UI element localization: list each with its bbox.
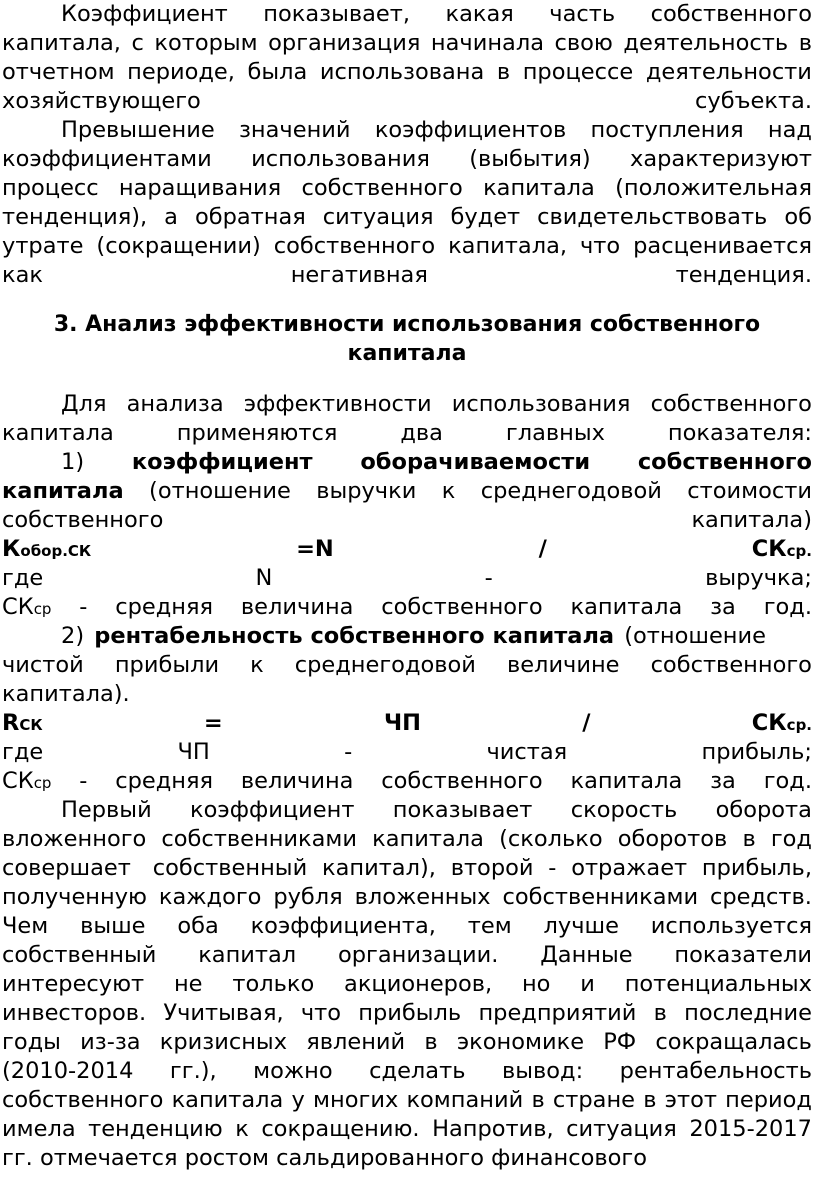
word: акционеров,: [344, 971, 493, 997]
formula-subscript: СК: [19, 716, 43, 734]
word: прибыль,: [701, 855, 812, 881]
word: оборота: [715, 797, 812, 823]
word: многих: [313, 1087, 399, 1113]
word: характеризуют: [630, 146, 812, 172]
formula-subscript: ср.: [786, 716, 812, 734]
word: рубля: [273, 884, 343, 910]
word: собственный: [145, 855, 308, 881]
formula-term: [2, 767, 51, 796]
word: оборотов: [617, 826, 728, 852]
list-item-2: [2, 622, 812, 709]
word: -: [548, 855, 557, 881]
word: у: [291, 1087, 305, 1113]
word: вывод:: [501, 1058, 584, 1084]
formula-symbol: К: [2, 536, 21, 562]
word: величине: [506, 652, 620, 678]
text-line: [2, 261, 812, 290]
text-line: [2, 174, 812, 203]
text-line: [2, 767, 812, 796]
formula-subscript: ср: [33, 600, 52, 618]
word: капитала): [691, 507, 812, 533]
word: использования: [451, 391, 631, 417]
word: собственного: [381, 594, 543, 620]
word: обратная: [194, 204, 306, 230]
word: среднегодовой: [294, 652, 476, 678]
text-line: [2, 0, 812, 29]
word: в: [496, 59, 511, 85]
word: главных: [505, 420, 605, 446]
word: показывает: [392, 797, 533, 823]
word: об: [784, 204, 812, 230]
word: собственного: [650, 391, 812, 417]
word: имела: [2, 1116, 76, 1142]
word: с: [131, 30, 144, 56]
word: год.: [763, 768, 812, 794]
word: прибыль;: [701, 739, 812, 765]
word: какая: [445, 1, 514, 27]
word: к: [250, 652, 264, 678]
word: собственного: [650, 1, 812, 27]
word: использована: [319, 59, 485, 85]
word: капитала: [570, 594, 683, 620]
section-heading: [2, 310, 812, 368]
word: показывает,: [263, 1, 411, 27]
word: капитала: [171, 1087, 284, 1113]
word: тенденцию: [88, 1116, 223, 1142]
text-line: [2, 145, 812, 174]
word: -: [344, 739, 353, 765]
word: к: [441, 478, 456, 504]
word: утрате: [2, 233, 84, 259]
spacer: [2, 368, 812, 390]
word: N: [255, 565, 273, 591]
word: (положительная: [615, 175, 812, 201]
word: Напротив,: [432, 1116, 554, 1142]
text-line: [2, 506, 812, 535]
word: Коэффициент: [61, 1, 228, 27]
text-line: [2, 58, 812, 87]
word: организации.: [337, 942, 499, 968]
text-line: [2, 390, 812, 419]
word: собственного: [2, 507, 164, 533]
word: деятельность: [623, 30, 789, 56]
word: хозяйствующего: [2, 88, 201, 114]
formula-equals: =: [203, 710, 223, 736]
word: где: [2, 739, 44, 765]
word: совершает: [2, 855, 131, 881]
word: сокращалась: [655, 1029, 812, 1055]
word: коэффициентов: [374, 117, 567, 143]
last-line-text: гг. отмечается ростом сальдированного финансового: [2, 1145, 647, 1171]
word: лучше: [543, 913, 619, 939]
word: Превышение: [61, 117, 215, 143]
word: где: [2, 565, 44, 591]
word: предприятий: [478, 1000, 637, 1026]
word: полученную: [2, 884, 147, 910]
word: компаний: [406, 1087, 524, 1113]
word: Для: [61, 391, 107, 417]
word: будет: [450, 204, 521, 230]
list-item-1: [2, 448, 812, 535]
word: свидетельствовать: [537, 204, 768, 230]
word: стране: [552, 1087, 635, 1113]
word: субъекта.: [695, 88, 812, 114]
formula-rhs: [752, 709, 812, 738]
word: гг.),: [169, 1058, 217, 1084]
formula-equals: =N: [296, 536, 334, 562]
text-line: [2, 941, 812, 970]
word: ситуация: [566, 1116, 677, 1142]
word: из-за: [80, 1029, 141, 1055]
formula-lhs: [2, 709, 43, 738]
word: но: [521, 971, 551, 997]
formula-turnover: [2, 535, 812, 564]
word: ЧП: [177, 739, 210, 765]
word: -: [79, 768, 88, 794]
word: годы: [2, 1029, 61, 1055]
word: была: [247, 59, 308, 85]
word: (2010-2014: [2, 1058, 134, 1084]
item-number: 2): [61, 623, 85, 649]
word: год: [770, 826, 812, 852]
word: капитала).: [2, 681, 130, 707]
word: средняя: [115, 768, 214, 794]
spacer: [2, 290, 812, 310]
word: -: [484, 565, 493, 591]
word: период: [725, 1087, 812, 1113]
text-line: [2, 912, 812, 941]
word: коэффициент: [190, 797, 355, 823]
word: прибыли: [114, 652, 220, 678]
formula-rhs: [752, 535, 812, 564]
word: Первый: [61, 797, 152, 823]
word: величина: [240, 594, 354, 620]
word: тенденция.: [675, 262, 812, 288]
formula-symbol: R: [2, 710, 20, 736]
word: собственного: [650, 652, 812, 678]
word: в: [531, 1087, 545, 1113]
word: оба: [177, 913, 219, 939]
text-line: [2, 825, 812, 854]
word: прибыль: [358, 1000, 462, 1026]
text-line: [2, 593, 812, 622]
word: что: [580, 233, 621, 259]
word: Чем: [2, 913, 49, 939]
word: начинала: [430, 30, 544, 56]
word: выше: [80, 913, 146, 939]
word: собственниками: [161, 826, 358, 852]
paragraph-3: [2, 390, 812, 448]
word: за: [710, 594, 736, 620]
word: процессе: [522, 59, 634, 85]
word: периоде,: [127, 59, 235, 85]
word: (выбытия): [469, 146, 591, 172]
word: к: [235, 1116, 249, 1142]
word: можно: [253, 1058, 333, 1084]
word: показатели: [674, 942, 812, 968]
word: чистой: [2, 652, 84, 678]
word: за: [710, 768, 736, 794]
word: свою: [554, 30, 613, 56]
text-line: [2, 1086, 812, 1115]
word: в: [742, 826, 756, 852]
word: интересуют: [2, 971, 145, 997]
word: (сокращении): [96, 233, 261, 259]
word: средств.: [709, 884, 812, 910]
word: как: [2, 262, 43, 288]
word: стоимости: [687, 478, 812, 504]
word: год.: [763, 594, 812, 620]
word: собственного: [273, 233, 436, 259]
word: деятельности: [645, 59, 812, 85]
text-line: [2, 419, 812, 448]
word: собственниками: [502, 884, 699, 910]
word: явлений: [306, 1029, 406, 1055]
text-line: [2, 232, 812, 261]
word: РФ: [603, 1029, 637, 1055]
word: собственного: [301, 175, 463, 201]
word: расценивается: [633, 233, 812, 259]
word: этот: [664, 1087, 717, 1113]
word: только: [232, 971, 315, 997]
word: сокращению.: [261, 1116, 420, 1142]
formula-subscript: ср.: [786, 542, 812, 560]
word: среднегодовой: [480, 478, 662, 504]
formula-term: [2, 593, 51, 622]
word: капитала: [2, 420, 114, 446]
bold-word: капитала: [2, 478, 124, 504]
word: два: [400, 420, 443, 446]
formula-slash: /: [538, 536, 547, 562]
word: выручка;: [705, 565, 812, 591]
word: скорость: [570, 797, 678, 823]
item-number: 1): [61, 449, 85, 475]
word: собственного: [2, 1087, 164, 1113]
word: использования: [251, 146, 430, 172]
word: экономике: [456, 1029, 585, 1055]
word: а: [164, 204, 178, 230]
word: вложенных: [354, 884, 491, 910]
word: часть: [549, 1, 616, 27]
word: не: [173, 971, 203, 997]
word: над: [767, 117, 812, 143]
formula-numerator: ЧП: [384, 710, 422, 736]
text-line: [2, 651, 812, 680]
paragraph-1: [2, 0, 812, 116]
formula-slash: /: [582, 710, 591, 736]
word: негативная: [290, 262, 428, 288]
word: которым: [154, 30, 258, 56]
word: ситуация: [322, 204, 434, 230]
word: наращивания: [118, 175, 282, 201]
word: -: [79, 594, 88, 620]
text-line: [2, 1115, 812, 1144]
word: и: [580, 971, 595, 997]
word: тенденция),: [2, 204, 148, 230]
formula-return-on-equity: [2, 709, 812, 738]
text-line: [2, 854, 812, 883]
word: капитал: [198, 942, 297, 968]
word: (отношение: [624, 623, 766, 649]
text-line: [2, 1144, 812, 1173]
text-line: [2, 738, 812, 767]
word: что: [300, 1000, 342, 1026]
formula-subscript: обор.СК: [20, 542, 92, 560]
word: капитала,: [448, 233, 568, 259]
word: Данные: [540, 942, 633, 968]
word: капитала: [570, 768, 683, 794]
heading-line: 3. Анализ эффективности использования собственного: [53, 312, 761, 337]
word: величина: [240, 768, 354, 794]
word: (отношение: [149, 478, 291, 504]
word: отчетном: [2, 59, 115, 85]
word: кризисных: [159, 1029, 288, 1055]
word: последние: [684, 1000, 812, 1026]
formula-symbol: СК: [751, 536, 787, 562]
word: в: [653, 1000, 667, 1026]
word: тем: [467, 913, 512, 939]
word: в: [424, 1029, 438, 1055]
bold-phrase: рентабельность собственного капитала: [94, 623, 615, 649]
text-line: [2, 796, 812, 825]
word: Учитывая,: [163, 1000, 284, 1026]
word: капитала,: [2, 30, 121, 56]
word: (сколько: [499, 826, 603, 852]
text-line: [2, 116, 812, 145]
word: инвесторов.: [2, 1000, 147, 1026]
text-line: [2, 883, 812, 912]
bold-word: оборачиваемости: [360, 449, 591, 475]
word: применяются: [176, 420, 338, 446]
formula-symbol: СК: [751, 710, 787, 736]
text-line: [2, 970, 812, 999]
word: собственного: [381, 768, 543, 794]
word: второй: [450, 855, 534, 881]
formula-symbol: СК: [2, 768, 34, 794]
text-line: [2, 477, 812, 506]
text-line: [2, 29, 812, 58]
word: показателя:: [667, 420, 812, 446]
word: собственный: [2, 942, 157, 968]
word: значений: [238, 117, 351, 143]
text-line: [2, 87, 812, 116]
text-line: [2, 564, 812, 593]
word: организация: [268, 30, 421, 56]
word: отражает: [571, 855, 688, 881]
bold-word: коэффициент: [131, 449, 313, 475]
word: вложенного: [2, 826, 147, 852]
word: рентабельность: [619, 1058, 812, 1084]
text-line: [2, 448, 812, 477]
paragraph-4: [2, 796, 812, 1173]
word: коэффициента,: [250, 913, 436, 939]
formula-symbol: СК: [2, 594, 34, 620]
word: в: [798, 30, 812, 56]
formula-subscript: ср: [33, 774, 52, 792]
word: капитала: [483, 175, 595, 201]
text-line: [2, 680, 812, 709]
word: чистая: [486, 739, 568, 765]
paragraph-2: [2, 116, 812, 290]
heading-line: капитала: [347, 341, 467, 366]
word: в: [643, 1087, 657, 1113]
word: коэффициентами: [2, 146, 212, 172]
word: эффективности: [243, 391, 432, 417]
bold-word: собственного: [637, 449, 812, 475]
word: поступления: [590, 117, 744, 143]
word: процесс: [2, 175, 99, 201]
text-line: [2, 1028, 812, 1057]
word: средняя: [115, 594, 214, 620]
text-line: [2, 203, 812, 232]
word: каждого: [158, 884, 262, 910]
word: анализа: [126, 391, 224, 417]
formula-lhs: [2, 535, 91, 564]
word: 2015-2017: [689, 1116, 812, 1142]
word: капитала: [372, 826, 484, 852]
word: используется: [650, 913, 812, 939]
text-line: [2, 999, 812, 1028]
text-line: [2, 622, 812, 651]
word: сделать: [369, 1058, 466, 1084]
word: выручки: [316, 478, 417, 504]
word: капитал),: [321, 855, 436, 881]
word: потенциальных: [624, 971, 812, 997]
text-line: [2, 1057, 812, 1086]
